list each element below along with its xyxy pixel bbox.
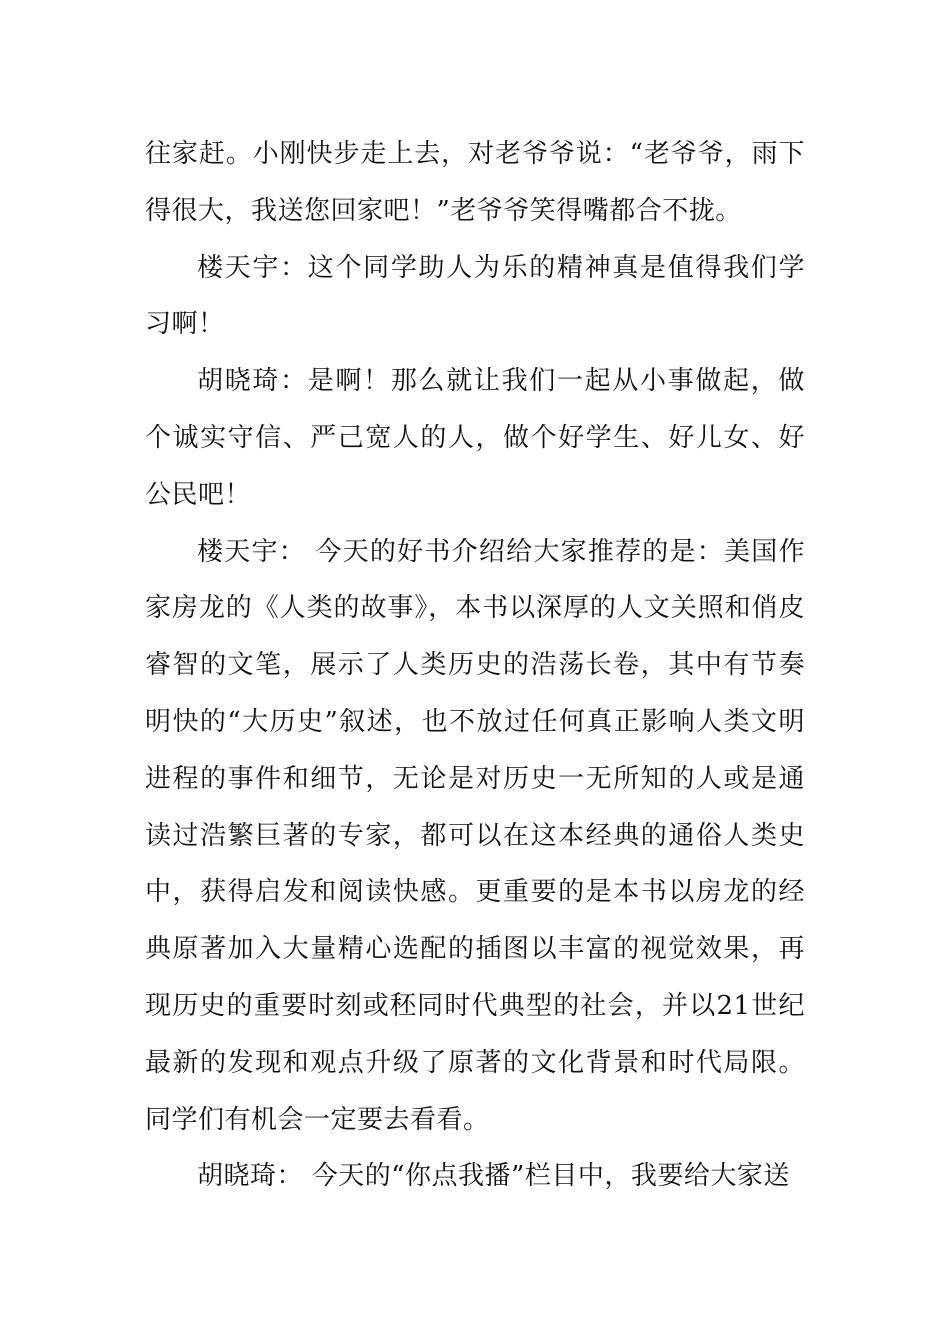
paragraph-lou-tianyu-2: 楼天宇： 今天的好书介绍给大家推荐的是：美国作家房龙的《人类的故事》，本书以深厚的人文关照和俏皮睿智的文笔，展示了人类历史的浩荡长卷，其中有节奏明快的“大历史”叙述，也不放过任何真正影响人类文明进程的事件和细节，无论是对历史一无所知的人或是通读过浩繁巨著的专家，都可以在这本经典的通俗人类史中，获得启发和阅读快感。更重要的是本书以房龙的经典原著加入大量精心选配的插图以丰富的视觉效果，再现历史的重要时刻或秠同时代典型的社会，并以21世纪最新的发现和观点升级了原著的文化背景和时代局限。同学们有机会一定要去看看。 <box>145 536 805 1135</box>
document-body <box>145 126 805 1205</box>
paragraph-continuation: 往家赶。小刚快步走上去，对老爷爷说：“老爷爷，雨下得很大，我送您回家吧！”老爷爷笑得嘴都合不拢。 <box>145 139 805 226</box>
paragraph-lou-tianyu-1: 楼天宇：这个同学助人为乐的精神真是值得我们学习啊！ <box>145 252 805 340</box>
paragraph-hu-xiaoqi-1: 胡晓琦：是啊！那么就让我们一起从小事做起，做个诚实守信、严己宽人的人，做个好学生、好儿女、好公民吧！ <box>145 366 805 510</box>
paragraph-hu-xiaoqi-2: 胡晓琦： 今天的“你点我播”栏目中，我要给大家送 <box>197 1161 790 1192</box>
